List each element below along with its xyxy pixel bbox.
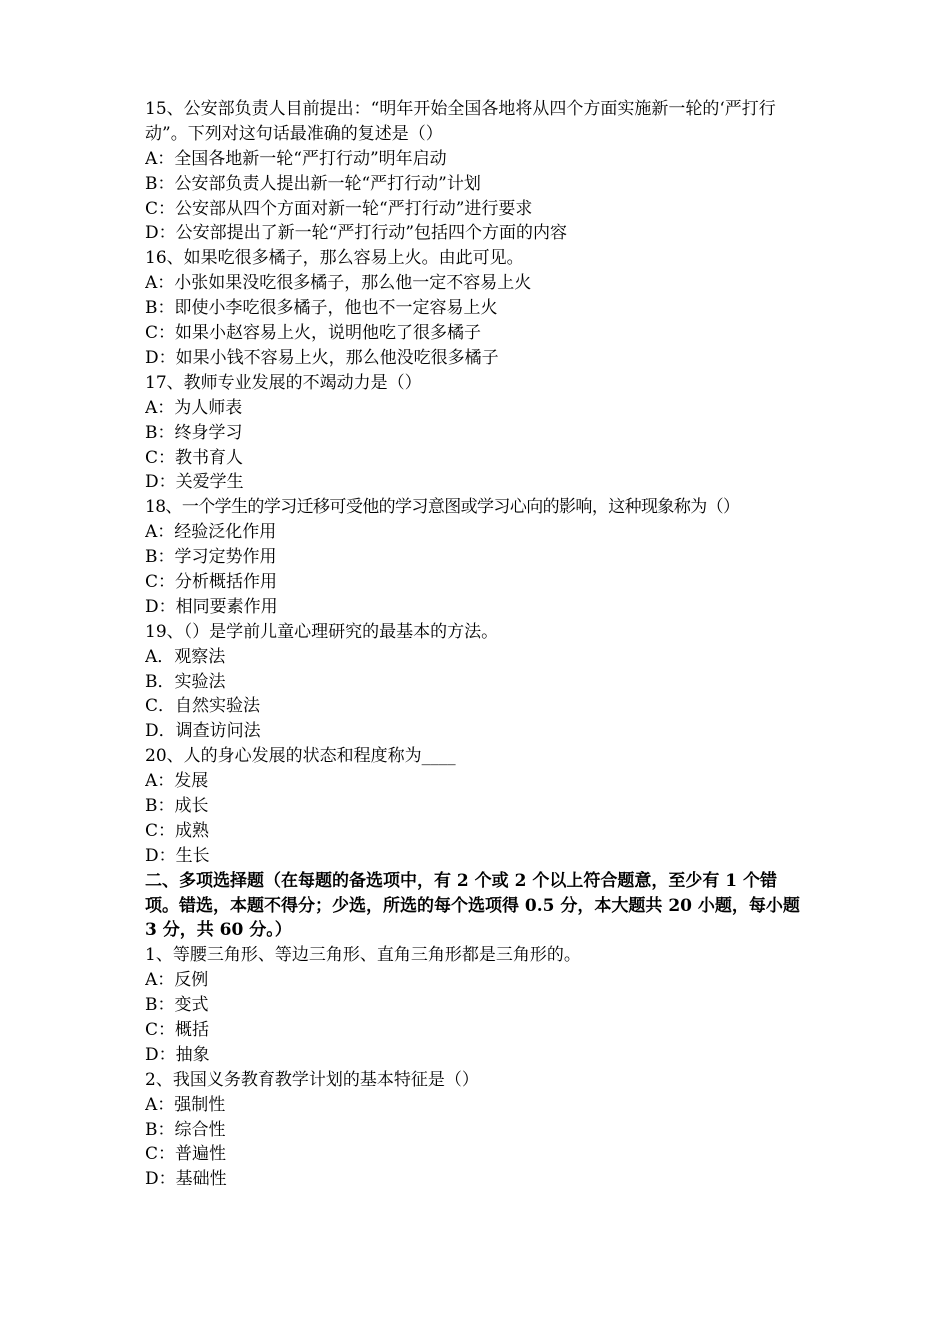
option-c: C：如果小赵容易上火，说明他吃了很多橘子 [145, 323, 482, 344]
option-b: B：综合性 [145, 1119, 226, 1140]
option-d: D：抽象 [145, 1044, 210, 1065]
option-d: D．调查访问法 [145, 721, 261, 742]
multi-question-2 [145, 1068, 810, 1192]
option-d: D：相同要素作用 [145, 596, 278, 617]
question-stem: 20、人的身心发展的状态和程度称为____ [145, 746, 456, 767]
option-b: B：成长 [145, 795, 209, 816]
option-d: D：如果小钱不容易上火，那么他没吃很多橘子 [145, 347, 499, 368]
option-d: D：关爱学生 [145, 472, 244, 493]
option-c: C：概括 [145, 1020, 210, 1041]
option-a: A：反例 [145, 970, 209, 991]
option-c: C：分析概括作用 [145, 571, 278, 592]
option-c: C：成熟 [145, 820, 210, 841]
option-b: B．实验法 [145, 671, 226, 692]
question-stem: 18、一个学生的学习迁移可受他的学习意图或学习心向的影响，这种现象称为（） [145, 497, 740, 518]
option-a: A：全国各地新一轮“严打行动”明年启动 [145, 148, 447, 169]
question-17 [145, 371, 810, 495]
option-c: C：教书育人 [145, 447, 244, 468]
multi-question-1 [145, 943, 810, 1067]
question-stem: 1、等腰三角形、等边三角形、直角三角形都是三角形的。 [145, 945, 581, 966]
option-a: A：为人师表 [145, 397, 243, 418]
option-a: A：经验泛化作用 [145, 522, 277, 543]
option-b: B：公安部负责人提出新一轮“严打行动”计划 [145, 173, 481, 194]
option-b: B：终身学习 [145, 422, 243, 443]
option-c: C：公安部从四个方面对新一轮“严打行动”进行要求 [145, 198, 533, 219]
option-a: A：强制性 [145, 1094, 226, 1115]
question-stem: 19、（）是学前儿童心理研究的最基本的方法。 [145, 621, 499, 642]
option-a: A：发展 [145, 771, 209, 792]
question-stem: 15、公安部负责人目前提出：“明年开始全国各地将从四个方面实施新一轮的‘严打行动”。下列对这句话最准确的复述是（） [145, 99, 776, 144]
question-stem: 16、如果吃很多橘子，那么容易上火。由此可见。 [145, 248, 524, 269]
option-b: B：变式 [145, 995, 209, 1016]
question-19 [145, 620, 810, 744]
question-stem: 2、我国义务教育教学计划的基本特征是（） [145, 1069, 479, 1090]
option-d: D：基础性 [145, 1169, 227, 1190]
option-b: B：学习定势作用 [145, 547, 277, 568]
option-b: B：即使小李吃很多橘子，他也不一定容易上火 [145, 298, 498, 319]
option-a: A：小张如果没吃很多橘子，那么他一定不容易上火 [145, 273, 532, 294]
option-c: C：普遍性 [145, 1144, 227, 1165]
option-d: D：生长 [145, 845, 210, 866]
question-stem: 17、教师专业发展的不竭动力是（） [145, 372, 422, 393]
question-16 [145, 246, 810, 370]
option-a: A．观察法 [145, 646, 226, 667]
option-c: C．自然实验法 [145, 696, 261, 717]
option-d: D：公安部提出了新一轮“严打行动”包括四个方面的内容 [145, 223, 568, 244]
section-heading: 二、多项选择题（在每题的备选项中，有 2 个或 2 个以上符合题意，至少有 1 个错项。错选，本题不得分；少选，所选的每个选项得 0.5 分，本大题共 20 小题，每小题 3 分，共 60 分。） [145, 870, 800, 941]
document-page [145, 97, 810, 1192]
question-18 [145, 495, 810, 619]
question-15 [145, 97, 810, 246]
question-20 [145, 744, 810, 868]
